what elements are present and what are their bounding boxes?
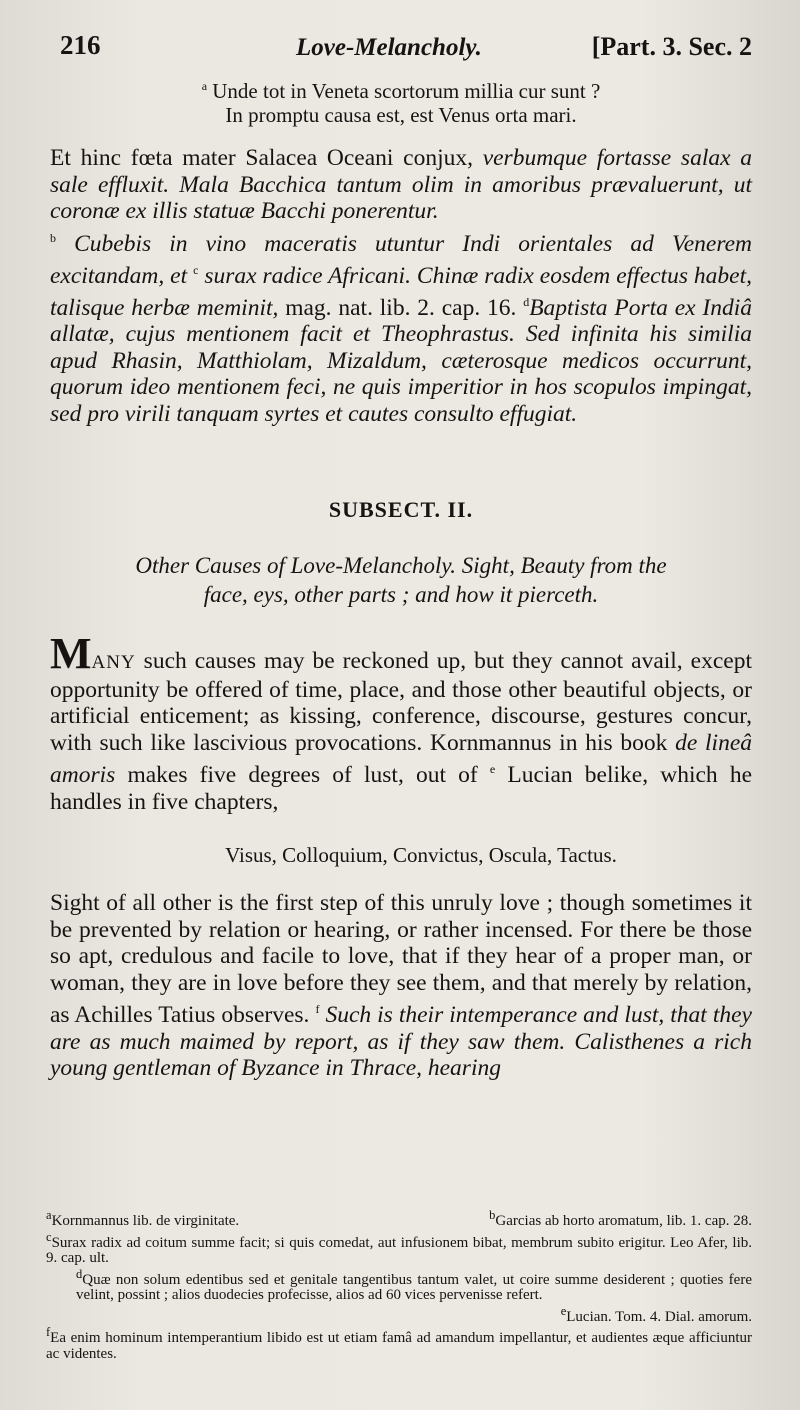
body-text-5: Such is their intemperance and lust, that they are as much maimed by report, as if they saw them. Calisthenes a rich young gentleman of Byzance in Thrace, hearing [50,1002,752,1082]
footnote-e-text: Lucian. Tom. 4. Dial. amorum. [566,1308,752,1325]
latin-text-4: surax radice Africani. Chinæ radix eosdem effectus habet, talisque herbæ meminit, [50,262,753,321]
five-degrees-line: Visus, Colloquium, Convictus, Oscula, Tactus. [225,843,617,868]
footnote-a: $^a$Kornmannus lib. de virginitate. [46,1208,240,1229]
latin-text-3: Cubebis in vino maceratis utuntur Indi orientales ad Venerem excitandam, et [50,230,752,289]
book-title: de lineâ amoris [50,729,753,789]
footnote-d: $^d$Quæ non solum edentibus sed et genitale tangentibus tantum valet, ut coire summe desiderent ; quoties fere velint, possint ; alios duodecies profecisse, alios ad 60 vices pervenisse refert. [76,1266,752,1303]
subsection-title-line-1: Other Causes of Love-Melancholy. Sight, Beauty from the [135,553,667,579]
latin-text-5: Baptista Porta ex Indiâ allatæ, cujus mentionem facit et Theophrastus. Sed infinita his similia apud Rhasin, Matthiolam, Mizaldum, cæterosque medicos occurrunt, quorum ideo mentionem feci, ne quis imperitior in hos scopulos impingat, sed pro virili tanquam syrtes et cautes consulto effugiat. [50,294,752,427]
body-text-4: Sight of all other is the first step of this unruly love ; though sometimes it be prevented by relation or hearing, or rather incensed. For there be those so apt, credulous and facile to love, that if they hear of a proper man, or woman, they are in love before they see them, and that merely by relation, as Achilles Tatius observes. [50,890,752,1029]
page-header [50,22,752,72]
body-text-2: makes five degrees of lust, out of [115,762,490,789]
running-title: Love-Melancholy. [296,34,482,61]
footnote-row [46,1208,752,1230]
footnote-e: $^e$Lucian. Tom. 4. Dial. amorum. [560,1303,752,1325]
latin-citation: mag. nat. lib. 2. cap. 16. [278,294,524,321]
footnote-c: $^c$Surax radix ad coitum summe facit; si quis comedat, aut infusionem bibat, membrum subito erigitur. Leo Afer, lib. 9. cap. ult. [46,1229,752,1266]
footnote-marker: f [315,1002,320,1017]
latin-text-1: Et hinc fœta mater Salacea Oceani conjux, [50,145,483,171]
small-caps-text: ANY [91,652,136,674]
footnotes [46,1208,752,1362]
footnote-b: $^b$Garcias ab horto aromatum, lib. 1. cap. 28. [489,1208,752,1229]
footnote-marker: d [523,295,530,310]
latin-text-2: verbumque fortasse salax a sale effluxit. Mala Bacchica tantum olim in amoribus prævaluerunt, ut coronæ ex illis statuæ Bacchi ponerentur. [50,145,752,224]
verse-line-1 [50,74,752,103]
page-number: 216 [60,30,101,60]
footnote-marker: e [489,762,496,777]
footnote-marker: a [201,79,208,93]
footnote-f: $^f$Ea enim hominum intemperantium libido est ut etiam famâ ad amandum impellantur, et audientes æque afficiuntur ac videntes. [46,1325,752,1362]
subsection-title [50,551,752,609]
verse-line-2: In promptu causa est, est Venus orta mari. [225,103,577,127]
footnote-b-text: Garcias ab horto aromatum, lib. 1. cap. 28. [495,1213,752,1229]
body-paragraph-1 [50,629,753,815]
section-reference: [Part. 3. Sec. 2 [591,32,752,61]
footnote-marker: c [193,262,199,277]
subsection-heading: SUBSECT. II. [328,497,474,523]
footnote-a-text: Kornmannus lib. de virginitate. [51,1213,240,1229]
latin-paragraph [50,145,752,427]
verse-text-1: Unde tot in Veneta scortorum millia cur sunt ? [212,79,601,103]
footnote-d-text: Quæ non solum edentibus sed et genitale tangentibus tantum valet, ut coire summe desiderent ; quoties fere velint, possint ; alios duodecies profecisse, alios ad 60 vices pervenisse refert. [76,1271,752,1303]
footnote-marker: b [50,230,56,245]
footnote-c-text: Surax radix ad coitum summe facit; si quis comedat, aut infusionem bibat, membrum subito erigitur. Leo Afer, lib. 9. cap. ult. [46,1234,752,1266]
verse-quotation [50,74,752,127]
body-text-3: Lucian belike, which he handles in five chapters, [50,762,752,815]
drop-cap: M [50,629,92,679]
subsection-title-line-2: face, eys, other parts ; and how it pierceth. [203,582,599,608]
body-text-1: such causes may be reckoned up, but they cannot avail, except opportunity be offered of time, place, and those other beautiful objects, or artificial enticement; as kissing, conference, discourse, gestures concur, with such like lascivious provocations. Kornmannus in his book [50,648,752,756]
footnote-f-text: Ea enim hominum intemperantium libido est ut etiam famâ ad amandum impellantur, et audientes æque afficiuntur ac videntes. [46,1330,752,1362]
body-paragraph-2 [50,890,752,1081]
